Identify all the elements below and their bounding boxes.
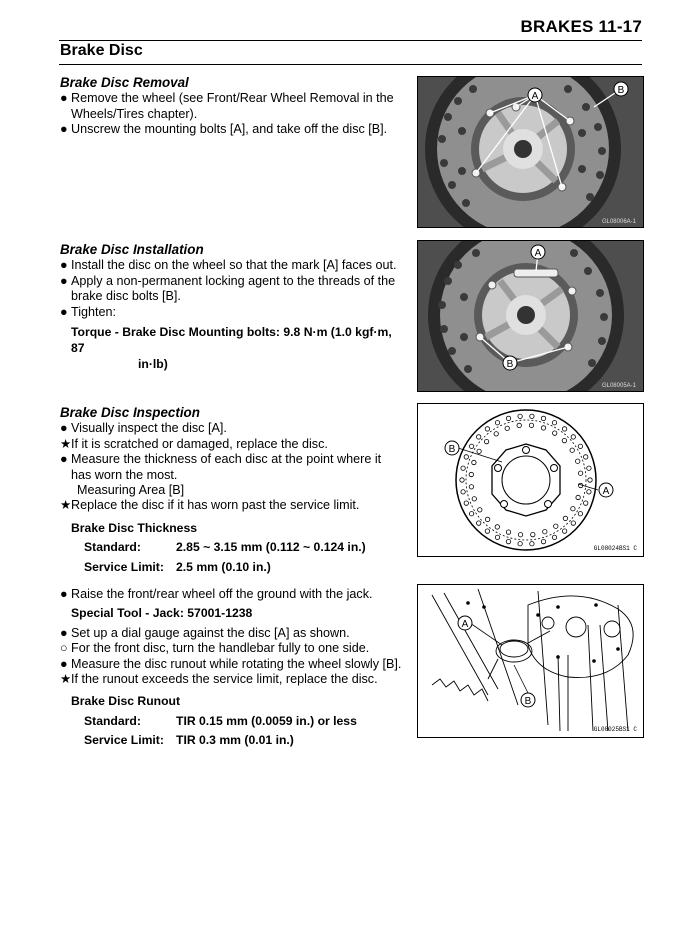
perforation-hole: [562, 529, 566, 533]
perforation-hole: [469, 472, 473, 476]
torque-spec: Torque - Brake Disc Mounting bolts: 9.8 N·m (1.0 kgf·m, 87 in·lb): [71, 325, 392, 372]
inspection-heading: Brake Disc Inspection: [60, 405, 200, 420]
removal-heading: Brake Disc Removal: [60, 75, 189, 90]
figure-code: GL08024BS1 C: [593, 545, 637, 552]
perforation-hole: [472, 497, 476, 501]
perforation-hole: [587, 466, 591, 470]
special-tool: Special Tool - Jack: 57001-1238: [71, 606, 253, 621]
perforation-hole: [485, 427, 489, 431]
perforation-hole: [494, 432, 498, 436]
figure-code: GL08005A-1: [601, 383, 636, 389]
perforation-hole: [562, 427, 566, 431]
perforation-hole: [530, 414, 534, 418]
label-a: A: [602, 486, 610, 497]
perforation-hole: [576, 495, 580, 499]
list-item: ● Set up a dial gauge against the disc [A] as shown.: [60, 625, 350, 640]
removal-section: [60, 75, 402, 138]
perforation-hole: [477, 521, 481, 525]
perforation-hole: [530, 542, 534, 546]
perforation-hole: [552, 421, 556, 425]
perforation-hole: [472, 460, 476, 464]
perforation-hole: [554, 524, 558, 528]
perforation-hole: [461, 466, 465, 470]
perforation-hole: [584, 501, 588, 505]
perforation-hole: [578, 512, 582, 516]
title-rule: [59, 64, 642, 65]
list-item: ● Apply a non-permanent locking agent to the threads of the brake disc bolts [B].: [60, 273, 396, 304]
page-header: BRAKES 11-17: [520, 17, 642, 36]
perforation-hole: [578, 471, 582, 475]
list-item: ● Measure the disc runout while rotating the wheel slowly [B].: [60, 656, 402, 671]
runout-section: [60, 587, 402, 749]
perforation-hole: [517, 423, 521, 427]
label-a: A: [534, 248, 542, 259]
section-title: Brake Disc: [60, 42, 143, 59]
perforation-hole: [584, 455, 588, 459]
perforation-hole: [571, 507, 575, 511]
perforation-hole: [485, 529, 489, 533]
list-item: ● Unscrew the mounting bolts [A], and take off the disc [B].: [60, 122, 388, 137]
label-b: B: [448, 444, 456, 455]
list-item: ● Install the disc on the wheel so that the mark [A] faces out.: [60, 258, 397, 273]
perforation-hole: [518, 542, 522, 546]
disc-installation-illustration: [418, 241, 643, 391]
label-a: A: [461, 619, 469, 630]
thickness-limit: Service Limit: 2.5 mm (0.10 in.): [84, 559, 271, 574]
perforation-hole: [541, 426, 545, 430]
perforation-hole: [562, 438, 566, 442]
perforation-hole: [484, 439, 488, 443]
perforation-hole: [469, 512, 473, 516]
perforation-hole: [464, 501, 468, 505]
runout-measurement-illustration: [418, 585, 643, 737]
perforation-hole: [529, 423, 533, 427]
list-item: ★ If it is scratched or damaged, replace the disc.: [60, 436, 328, 451]
runout-standard: Standard: TIR 0.15 mm (0.0059 in.) or less: [84, 713, 357, 728]
installation-heading: Brake Disc Installation: [60, 242, 204, 257]
perforation-hole: [578, 444, 582, 448]
perforation-hole: [469, 485, 473, 489]
perforation-hole: [477, 449, 481, 453]
perforation-hole: [506, 416, 510, 420]
perforation-hole: [570, 448, 574, 452]
perforation-hole: [518, 533, 522, 537]
runout-spec-heading: Brake Disc Runout: [71, 694, 181, 709]
perforation-hole: [541, 539, 545, 543]
header-rule: [59, 40, 642, 41]
perforation-hole: [485, 517, 489, 521]
perforation-hole: [541, 416, 545, 420]
list-item: ★ Replace the disc if it has worn past the service limit.: [60, 498, 360, 513]
label-b: B: [524, 696, 532, 707]
thickness-standard: Standard: 2.85 ~ 3.15 mm (0.112 ~ 0.124 in.): [84, 540, 366, 555]
perforation-hole: [571, 435, 575, 439]
runout-measurement-drawing: [417, 584, 644, 738]
list-item: ○ For the front disc, turn the handlebar fully to one side.: [60, 641, 370, 656]
perforation-hole: [478, 508, 482, 512]
perforation-hole: [552, 535, 556, 539]
label-a: A: [531, 91, 539, 102]
perforation-hole: [531, 532, 535, 536]
perforation-hole: [571, 521, 575, 525]
perforation-hole: [506, 539, 510, 543]
disc-inspection-drawing: [417, 403, 644, 557]
list-item: ★ If the runout exceeds the service limit, replace the disc.: [60, 672, 378, 687]
perforation-hole: [543, 530, 547, 534]
installation-section: [60, 242, 402, 372]
thickness-spec-heading: Brake Disc Thickness: [71, 520, 198, 535]
measuring-area: Measuring Area [B]: [77, 483, 185, 498]
perforation-hole: [495, 421, 499, 425]
perforation-hole: [477, 435, 481, 439]
perforation-hole: [461, 490, 465, 494]
perforation-hole: [518, 414, 522, 418]
perforation-hole: [553, 431, 557, 435]
disc-installation-photo: [417, 240, 644, 392]
list-item: ● Remove the wheel (see Front/Rear Wheel Removal in the Wheels/Tires chapter).: [60, 91, 394, 121]
list-item: ● Raise the front/rear wheel off the ground with the jack.: [60, 587, 373, 601]
perforation-hole: [469, 444, 473, 448]
list-item: ● Visually inspect the disc [A].: [60, 421, 227, 436]
perforation-hole: [587, 490, 591, 494]
perforation-hole: [505, 426, 509, 430]
perforation-hole: [495, 525, 499, 529]
perforation-hole: [506, 530, 510, 534]
perforation-hole: [576, 459, 580, 463]
list-item: ● Measure the thickness of each disc at the point where it has worn the most.: [60, 452, 382, 482]
label-b: B: [617, 85, 625, 96]
runout-limit: Service Limit: TIR 0.3 mm (0.01 in.): [84, 733, 294, 748]
label-b: B: [506, 359, 514, 370]
figure-code: GL08025BS1 C: [593, 726, 637, 733]
figure-code: GL08006A-1: [601, 219, 636, 225]
perforation-hole: [563, 516, 567, 520]
disc-removal-illustration: [418, 77, 643, 227]
disc-inspection-illustration: [418, 404, 643, 556]
perforation-hole: [460, 478, 464, 482]
perforation-hole: [588, 478, 592, 482]
perforation-hole: [464, 455, 468, 459]
disc-removal-photo: [417, 76, 644, 228]
perforation-hole: [495, 535, 499, 539]
inspection-section: [60, 405, 402, 575]
list-item: ● Tighten:: [60, 304, 117, 319]
